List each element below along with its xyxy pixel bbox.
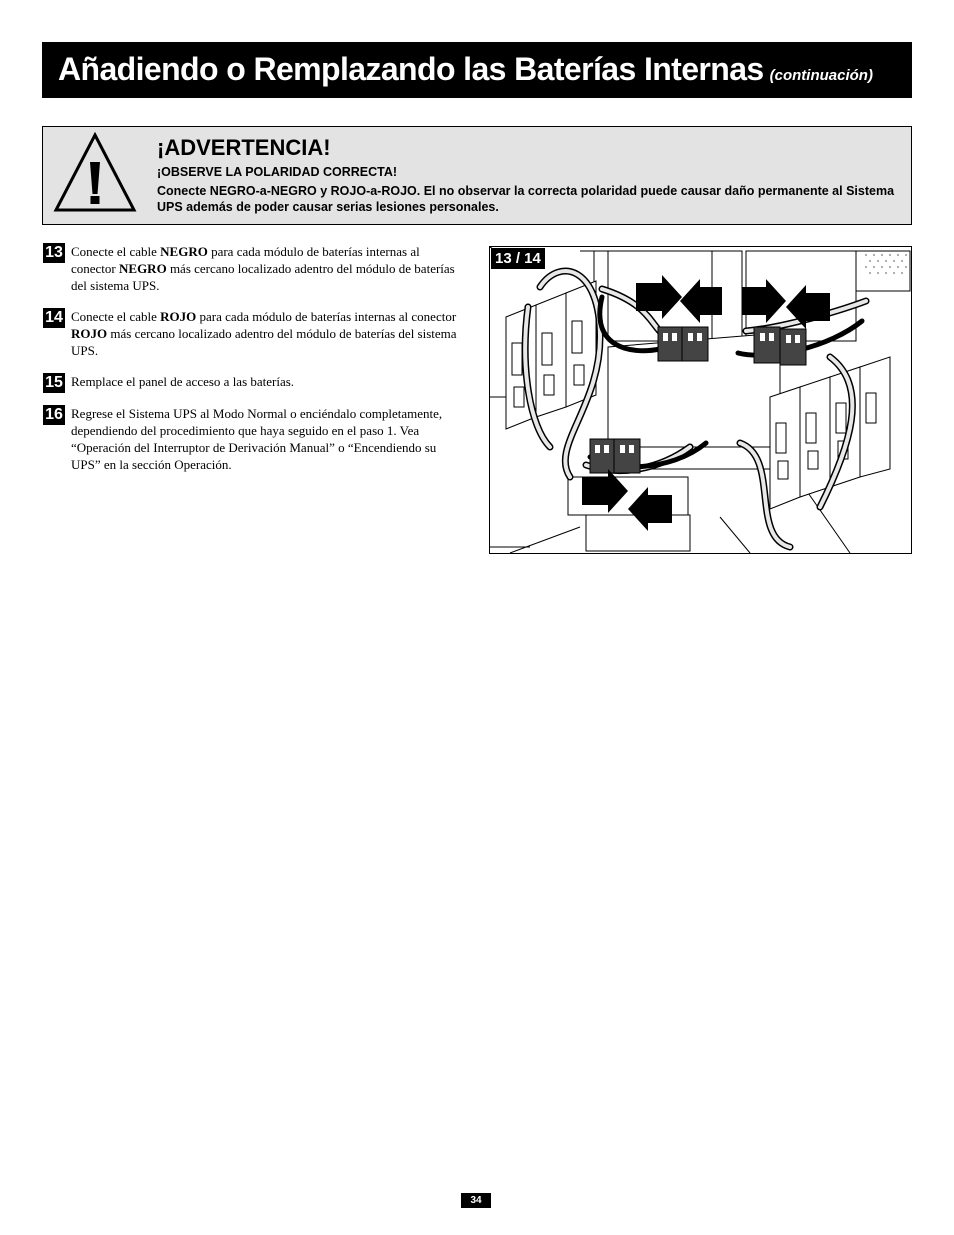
- step-text: Regrese el Sistema UPS al Modo Normal o enciéndalo completamente, dependiendo del procedimiento que haya seguido en el paso 1. Vea “Operación del Interruptor de Derivación Manual” o “Encendiendo su UPS” en la sección Operación.: [71, 406, 443, 472]
- step-text: Conecte el cable NEGRO para cada módulo de baterías internas al conector NEGRO más cercano localizado adentro del módulo de baterías del sistema UPS.: [71, 244, 455, 293]
- step-number: 14: [43, 308, 65, 328]
- step-number: 15: [43, 373, 65, 393]
- warning-text: Conecte NEGRO-a-NEGRO y ROJO-a-ROJO. El no observar la correcta polaridad puede causar daño permanente al Sistema UPS además de poder causar serias lesiones personales.: [157, 184, 895, 214]
- warning-heading: ¡ADVERTENCIA!: [157, 135, 331, 160]
- step-text: Remplace el panel de acceso a las baterías.: [71, 374, 295, 389]
- step-number: 16: [43, 405, 65, 425]
- page-header: [42, 42, 912, 98]
- battery-connectors-drawing: [490, 247, 911, 553]
- warning-box: [42, 126, 912, 225]
- battery-connection-illustration: [489, 246, 912, 554]
- step-text: Conecte el cable ROJO para cada módulo de baterías internas al conector ROJO más cercano localizado adentro del módulo de baterías del sistema UPS.: [71, 309, 457, 358]
- page-title: [58, 51, 873, 88]
- figure-step-label: 13 / 14: [491, 248, 545, 269]
- title-continuation: (continuación): [769, 67, 873, 84]
- step-number: 13: [43, 243, 65, 263]
- title-text: Añadiendo o Remplazando las Baterías Internas: [58, 51, 764, 87]
- warning-triangle-icon: [52, 132, 138, 214]
- warning-subheading: ¡OBSERVE LA POLARIDAD CORRECTA!: [157, 165, 398, 179]
- page-number: 34: [461, 1193, 491, 1208]
